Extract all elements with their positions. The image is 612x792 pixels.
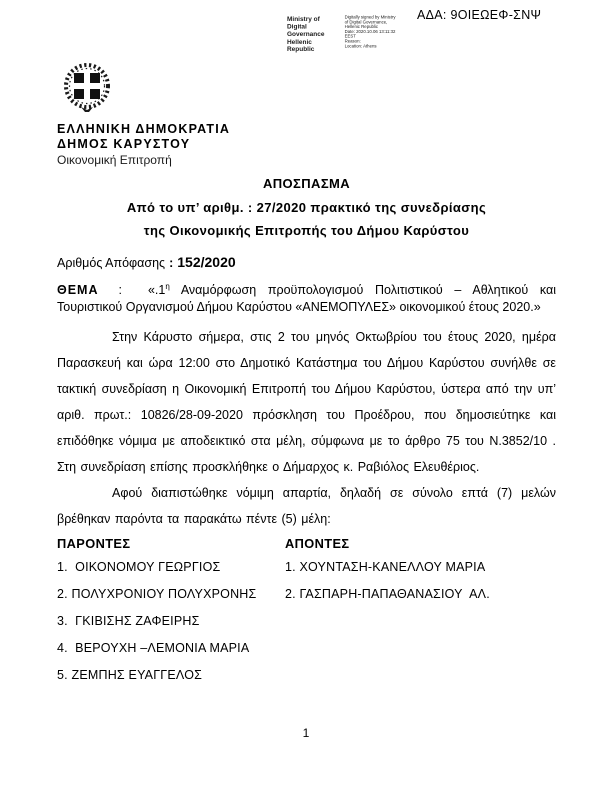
present-member: 4. ΒΕΡΟΥΧΗ –ΛΕΜΟΝΙΑ ΜΑΡΙΑ (57, 640, 250, 655)
attendance-columns (57, 534, 556, 689)
org-header (57, 62, 230, 168)
subject-superscript: η (165, 281, 170, 291)
present-member: 1. ΟΙΚΟΝΟΜΟΥ ΓΕΩΡΓΙΟΣ (57, 559, 221, 574)
present-member: 5. ΖΕΜΠΗΣ ΕΥΑΓΓΕΛΟΣ (57, 667, 203, 682)
decision-label: Αριθμός Απόφασης (57, 255, 166, 270)
subject-label: ΘΕΜΑ (57, 282, 99, 297)
decision-separator: : (169, 255, 174, 270)
greek-coat-of-arms-icon (59, 62, 115, 114)
org-name-committee: Οικονομική Επιτροπή (57, 153, 172, 167)
digital-signature-stamp (287, 15, 409, 53)
body-paragraph-2: Αφού διαπιστώθηκε νόμιμη απαρτία, δηλαδή σε σύνολο επτά (7) μελών βρέθηκαν παρόντα τα παρακάτω πέντε (5) μέλη: (57, 485, 556, 526)
doc-subtitle-1: Από το υπ’ αριθμ. : 27/2020 πρακτικό της συνεδρίασης (126, 199, 487, 215)
signature-detail-line: Digitally signed by Ministry (344, 15, 396, 21)
present-member: 3. ΓΚΙΒΙΣΗΣ ΖΑΦΕΙΡΗΣ (57, 613, 200, 628)
doc-title: ΑΠΟΣΠΑΣΜΑ (262, 176, 351, 191)
absent-header: ΑΠΟΝΤΕΣ (285, 535, 350, 551)
org-name-municipality: ΔΗΜΟΣ ΚΑΡΥΣΤΟΥ (57, 137, 191, 151)
signature-detail-line: Reason: (344, 39, 361, 44)
signature-ministry-line: Hellenic Republic (287, 37, 315, 53)
absent-member: 1. ΧΟΥΝΤΑΣΗ-ΚΑΝΕΛΛΟΥ ΜΑΡΙΑ (285, 559, 486, 574)
signature-detail-line: of Digital Governance, (344, 20, 388, 25)
subject-text: Αναμόρφωση προϋπολογισμού Πολιτιστικού – Αθλητικού και Τουριστικού Οργανισμού Δήμου Καρύστου «ΑΝΕΜΟΠΥΛΕΣ» οικονομικού έτους 2020.» (57, 282, 556, 314)
signature-ministry-line: Ministry of Digital (287, 15, 320, 30)
signature-ministry-name (287, 15, 340, 53)
signature-detail-line: Date: 2020.10.06 13:11:32 (344, 29, 396, 35)
page-number: 1 (302, 726, 310, 740)
present-header: ΠΑΡΟΝΤΕΣ (57, 535, 131, 551)
subject-text-prefix: «.1 (147, 282, 166, 297)
signature-detail-line: Location: Athens (344, 44, 377, 49)
ada-code: ΑΔΑ: 9ΟΙΕΩΕΦ-ΣΝΨ (417, 8, 542, 22)
subject-separator: : (118, 282, 122, 297)
signature-ministry-line: Governance (287, 30, 325, 38)
present-member: 2. ΠΟΛΥΧΡΟΝΙΟΥ ΠΟΛΥΧΡΟΝΗΣ (57, 586, 257, 601)
doc-subtitle-2: της Οικονομικής Επιτροπής του Δήμου Καρύστου (143, 223, 470, 238)
present-column (57, 534, 285, 689)
absent-column (285, 534, 556, 689)
signature-detail-line: Hellenic Republic (344, 25, 378, 30)
decision-number-line (57, 253, 556, 272)
org-name-country: ΕΛΛΗΝΙΚΗ ΔΗΜΟΚΡΑΤΙΑ (57, 122, 231, 136)
decision-number: 152/2020 (177, 253, 236, 270)
signature-detail-line: EEST (344, 34, 356, 40)
signature-details (345, 15, 396, 53)
absent-member: 2. ΓΑΣΠΑΡΗ-ΠΑΠΑΘΑΝΑΣΙΟΥ ΑΛ. (285, 586, 490, 601)
document-body (57, 172, 556, 689)
subject-paragraph (57, 278, 556, 316)
body-paragraph-1: Στην Κάρυστο σήμερα, στις 2 του μηνός Οκτωβρίου του έτους 2020, ημέρα Παρασκευή και ώρα 12:00 στο Δημοτικό Κατάστημα του Δήμου Καρύστου συνήλθε σε τακτική συνεδρίαση η Οικονομική Επιτροπή του Δήμου Καρύστου, ύστερα από την υπ’ αριθ. πρωτ.: 10826/28-09-2020 πρόσκληση του Προέδρου, που δημοσιεύτηκε και επιδόθηκε νόμιμα με αποδεικτικό στα μέλη, σύμφωνα με το άρθρο 75 του Ν.3852/10 . Στη συνεδρίαση επίσης προσκλήθηκε ο Δήμαρχος κ. Ραβιόλος Ελευθέριος. (57, 329, 556, 474)
